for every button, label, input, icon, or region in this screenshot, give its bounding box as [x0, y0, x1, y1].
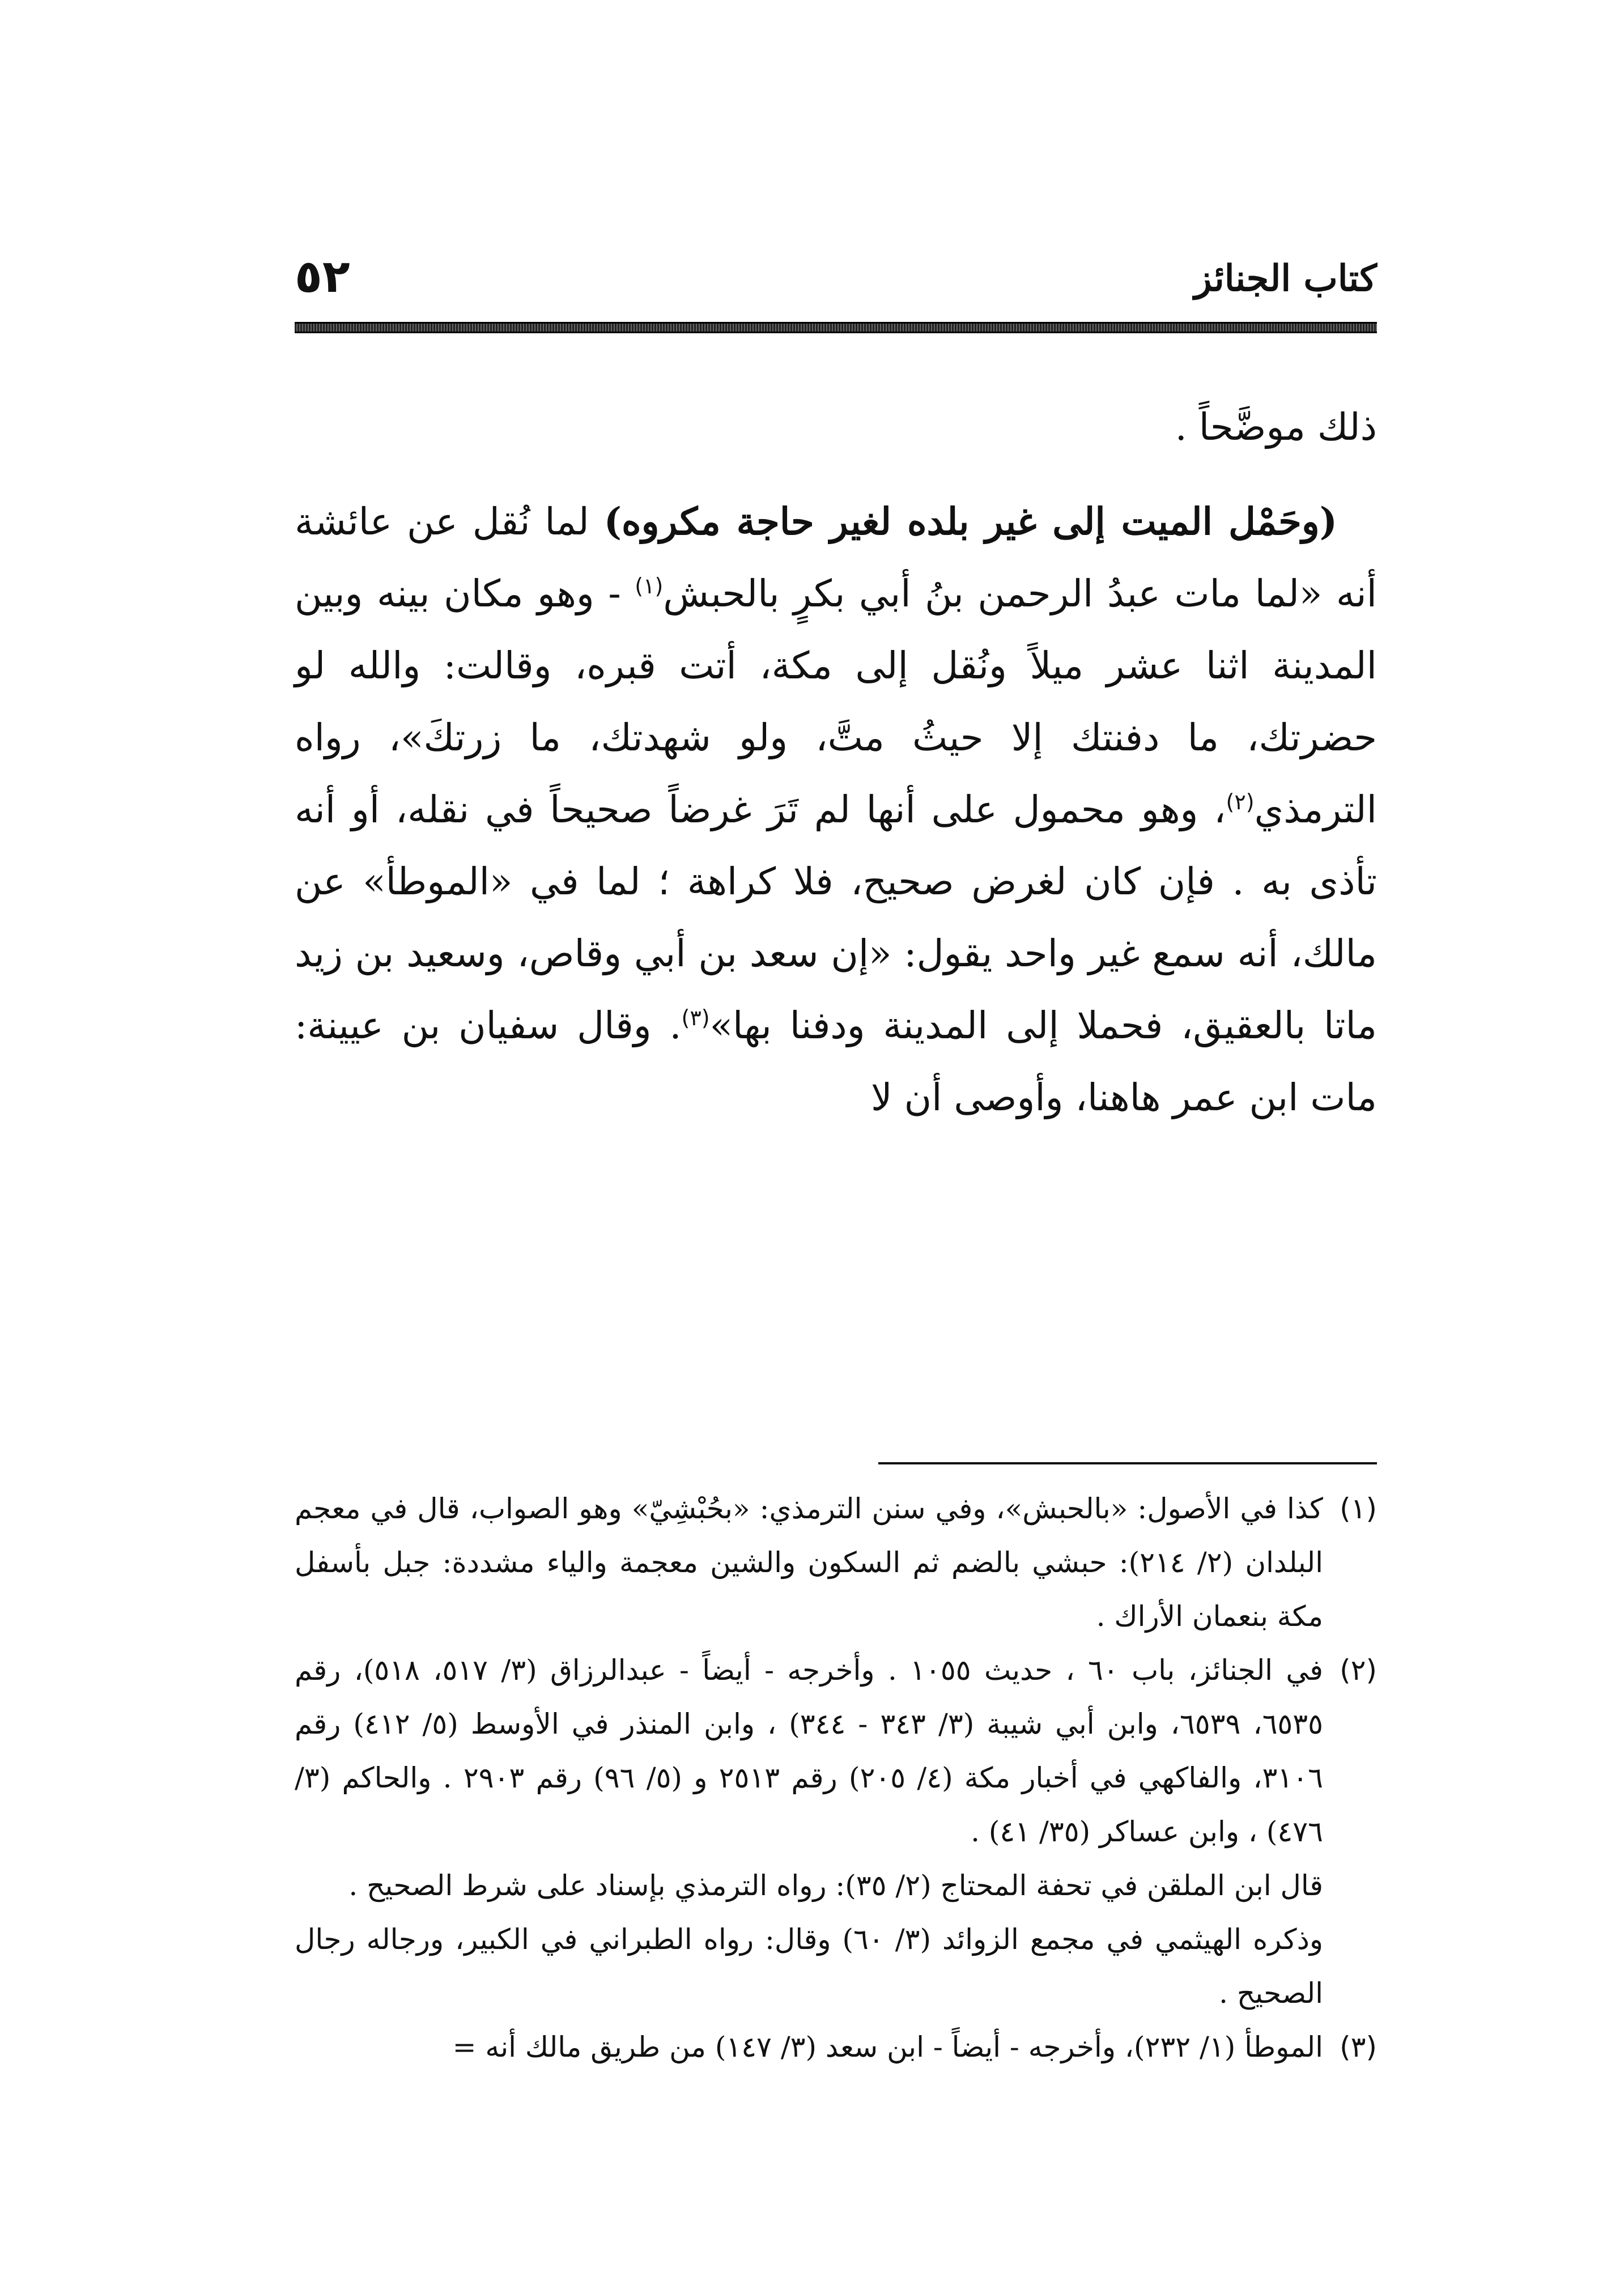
page-number: ٥٢: [295, 250, 350, 303]
bold-heading: (وحَمْل الميت إلى غير بلده لغير حاجة مكروه): [603, 499, 1337, 543]
page-header: [295, 249, 1377, 323]
footnote-number: (١): [1340, 1492, 1377, 1525]
footnote-number: (٣): [1340, 2031, 1377, 2063]
footnote-3: [295, 2020, 1377, 2074]
text-segment: . وقال سفيان بن عيينة: مات ابن عمر هاهنا، وأوصى أن لا: [295, 1004, 1377, 1119]
text-segment: ، وهو محمول على أنها لم تَرَ غرضاً صحيحاً في نقله، أو أنه تأذى به . فإن كان لغرض صحيح، فلا كراهة ؛ لما في «الموطأ» عن مالك، أنه سمع غير واحد يقول: «إن سعد بن أبي وقاص، وسعيد بن زيد ماتا بالعقيق، فحملا إلى المدينة ودفنا بها»: [295, 788, 1377, 1047]
text-segment: لما نُقل عن عائشة أنه «لما مات عبدُ الرحمن بنُ أبي بكرٍ بالحبش: [295, 500, 1377, 615]
paragraph-continuation: ذلك موضَّحاً .: [1175, 405, 1377, 449]
footnote-2: [295, 1644, 1377, 1859]
footnote-ref-1[interactable]: (١): [635, 574, 664, 598]
main-text: [295, 391, 1377, 1133]
text-segment: - وهو مكان بينه وبين المدينة اثنا عشر ميلاً ونُقل إلى مكة، أتت قبره، وقالت: والله لو حضرتك، ما دفنتك إلا حيثُ متَّ، ولو شهدتك، ما زرتكَ»، رواه الترمذي: [295, 572, 1377, 831]
running-title: كتاب الجنائز: [1194, 257, 1377, 300]
footnote-1: [295, 1482, 1377, 1644]
footnote-separator: [878, 1462, 1377, 1464]
footnote-2-continuation: وذكره الهيثمي في مجمع الزوائد (٣/ ٦٠) وقال: رواه الطبراني في الكبير، ورجاله رجال الصحيح .: [295, 1923, 1323, 2010]
footnote-text: في الجنائز، باب ٦٠ ، حديث ١٠٥٥ . وأخرجه - أيضاً - عبدالرزاق (٣/ ٥١٧، ٥١٨)، رقم ٦٥٣٥، ٦٥٣٩، وابن أبي شيبة (٣/ ٣٤٣ - ٣٤٤) ، وابن المنذر في الأوسط (٥/ ٤١٢) رقم ٣١٠٦، والفاكهي في أخبار مكة (٤/ ٢٠٥) رقم ٢٥١٣ و (٥/ ٩٦) رقم ٢٩٠٣ . والحاكم (٣/ ٤٧٦) ، وابن عساكر (٣٥/ ٤١) .: [295, 1654, 1324, 1848]
footnote-2-continuation: قال ابن الملقن في تحفة المحتاج (٢/ ٣٥): رواه الترمذي بإسناد على شرط الصحيح .: [348, 1869, 1323, 1902]
footnotes: [295, 1482, 1377, 2074]
book-page: [295, 249, 1377, 2199]
header-rule: [295, 322, 1377, 333]
footnote-ref-3[interactable]: (٣): [681, 1005, 710, 1030]
paragraph-main: [295, 486, 1377, 1133]
footnote-text: الموطأ (١/ ٢٣٢)، وأخرجه - أيضاً - ابن سعد (٣/ ١٤٧) من طريق مالك أنه =: [452, 2031, 1323, 2063]
footnote-number: (٢): [1340, 1654, 1377, 1687]
footnote-ref-2[interactable]: (٢): [1226, 789, 1255, 814]
footnote-text: كذا في الأصول: «بالحبش»، وفي سنن الترمذي: «بحُبْشِيّ» وهو الصواب، قال في معجم البلدان (٢/ ٢١٤): حبشي بالضم ثم السكون والشين معجمة والياء مشددة: جبل بأسفل مكة بنعمان الأراك .: [295, 1492, 1323, 1633]
